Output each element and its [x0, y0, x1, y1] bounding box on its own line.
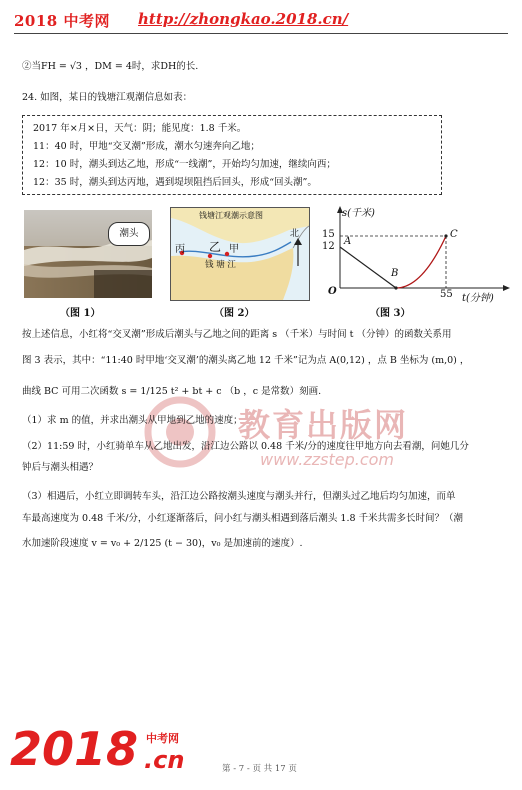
figure-3-ylabel: s(千米): [342, 208, 375, 219]
figure-1-bubble-text: 潮头: [119, 228, 139, 239]
curve-bc: [396, 236, 446, 288]
figure-1-photo: [24, 210, 152, 298]
figure-2-label-north: 北: [290, 229, 300, 239]
info-line: 12：35 时，潮头到达丙地，遇到堤坝阻挡后回头，形成“回头潮”。: [33, 177, 317, 188]
prev-question-line: [22, 60, 198, 74]
figure-3-point-a: A: [344, 236, 352, 247]
watermark-url: www.zzstep.com: [260, 450, 394, 469]
figure-2-map: [170, 207, 310, 301]
paragraph-line: 图 3 表示，其中：“11:40 时甲地‘交叉潮’的潮头离乙地 12 千米”记为点 A(0,12) ，点 B 坐标为 (m,0) ，: [22, 355, 470, 366]
figure-2-label-jia: 甲: [229, 244, 239, 255]
header-divider: [14, 33, 508, 34]
figure-3-point-c: C: [450, 229, 458, 240]
figure-3-ytick-12: 12: [322, 241, 335, 252]
figure-3-graph: [314, 204, 514, 304]
footer-logo-cn: 中考网: [146, 732, 179, 745]
prev-question-text: ②当FH = √3 ，DM = 4时，求DH的长.: [22, 61, 199, 72]
info-line: 11：40 时，甲地“交叉潮”形成，潮水匀速奔向乙地；: [33, 141, 260, 152]
sub-question-3-tail: 水加速阶段速度 v = v₀ + 2/125 (t − 30)，v₀ 是加速前的速度）.: [22, 538, 303, 549]
header-brand: 2018 中考网: [14, 12, 110, 30]
watermark-logo-icon: [140, 392, 220, 472]
figure-2-label-yi: 乙: [209, 240, 222, 254]
figure-2-caption: （图 2）: [214, 308, 255, 319]
figure-3-caption: （图 3）: [370, 308, 411, 319]
paragraph-line: 曲线 BC 可用二次函数 s = 1/125 t² + bt + c （b ，c 是常数）刻画.: [22, 386, 322, 397]
info-box: [22, 115, 442, 195]
figure-3-origin: O: [328, 286, 337, 297]
footer-logo-domain: .cn: [144, 746, 185, 774]
figure-2-label-bing: 丙: [175, 244, 185, 255]
paragraph-line: 按上述信息，小红将“交叉潮”形成后潮头与乙地之间的距离 s （千米）与时间 t （分钟）的函数关系用: [22, 329, 452, 340]
footer-logo-number: 2018: [10, 722, 139, 776]
footer-page-info: 第 - 7 - 页 共 17 页: [222, 764, 297, 774]
north-arrow-icon: [293, 238, 303, 268]
sub-question-1: （1）求 m 的值，并求出潮头从甲地到乙地的速度；: [22, 415, 243, 426]
sub-question-2: （2）11:59 时，小红骑单车从乙地出发，沿江边公路以 0.48 千米/分的速度往甲地方向去看潮，问她几分: [22, 441, 469, 452]
figure-1-bubble: [108, 222, 150, 246]
figure-3-xtick-55: 55: [440, 289, 453, 300]
info-line: 12：10 时，潮头到达乙地，形成“一线潮”，开始均匀加速，继续向西；: [33, 159, 336, 170]
watermark-title: 教育出版网: [238, 406, 409, 444]
figure-3-point-b: B: [391, 268, 399, 279]
line-ab: [340, 247, 399, 288]
figure-2-title: 钱塘江观潮示意图: [199, 211, 263, 220]
footer-logo: [10, 724, 210, 780]
figure-2-label-river: 钱 塘 江: [205, 260, 236, 270]
header-url-link[interactable]: http://zhongkao.2018.cn/: [138, 10, 349, 28]
sub-question-2-cont: 钟后与潮头相遇？: [22, 462, 99, 473]
figure-1-caption: （图 1）: [60, 308, 101, 319]
figure-3-xlabel: t(分钟): [462, 293, 494, 304]
question-heading: 24. 如图，某日的钱塘江观潮信息如表：: [22, 92, 193, 103]
sub-question-3-cont: 车最高速度为 0.48 千米/分，小红逐渐落后，问小红与潮头相遇到落后潮头 1.8 千米共需多长时间？（潮: [22, 513, 464, 524]
info-line: 2017 年×月×日，天气：阴；能见度：1.8 千米。: [33, 123, 247, 134]
figure-3-ytick-15: 15: [322, 229, 335, 240]
sub-question-3: （3）相遇后，小红立即调转车头，沿江边公路按潮头速度与潮头并行，但潮头过乙地后均匀加速，而单: [22, 491, 456, 502]
